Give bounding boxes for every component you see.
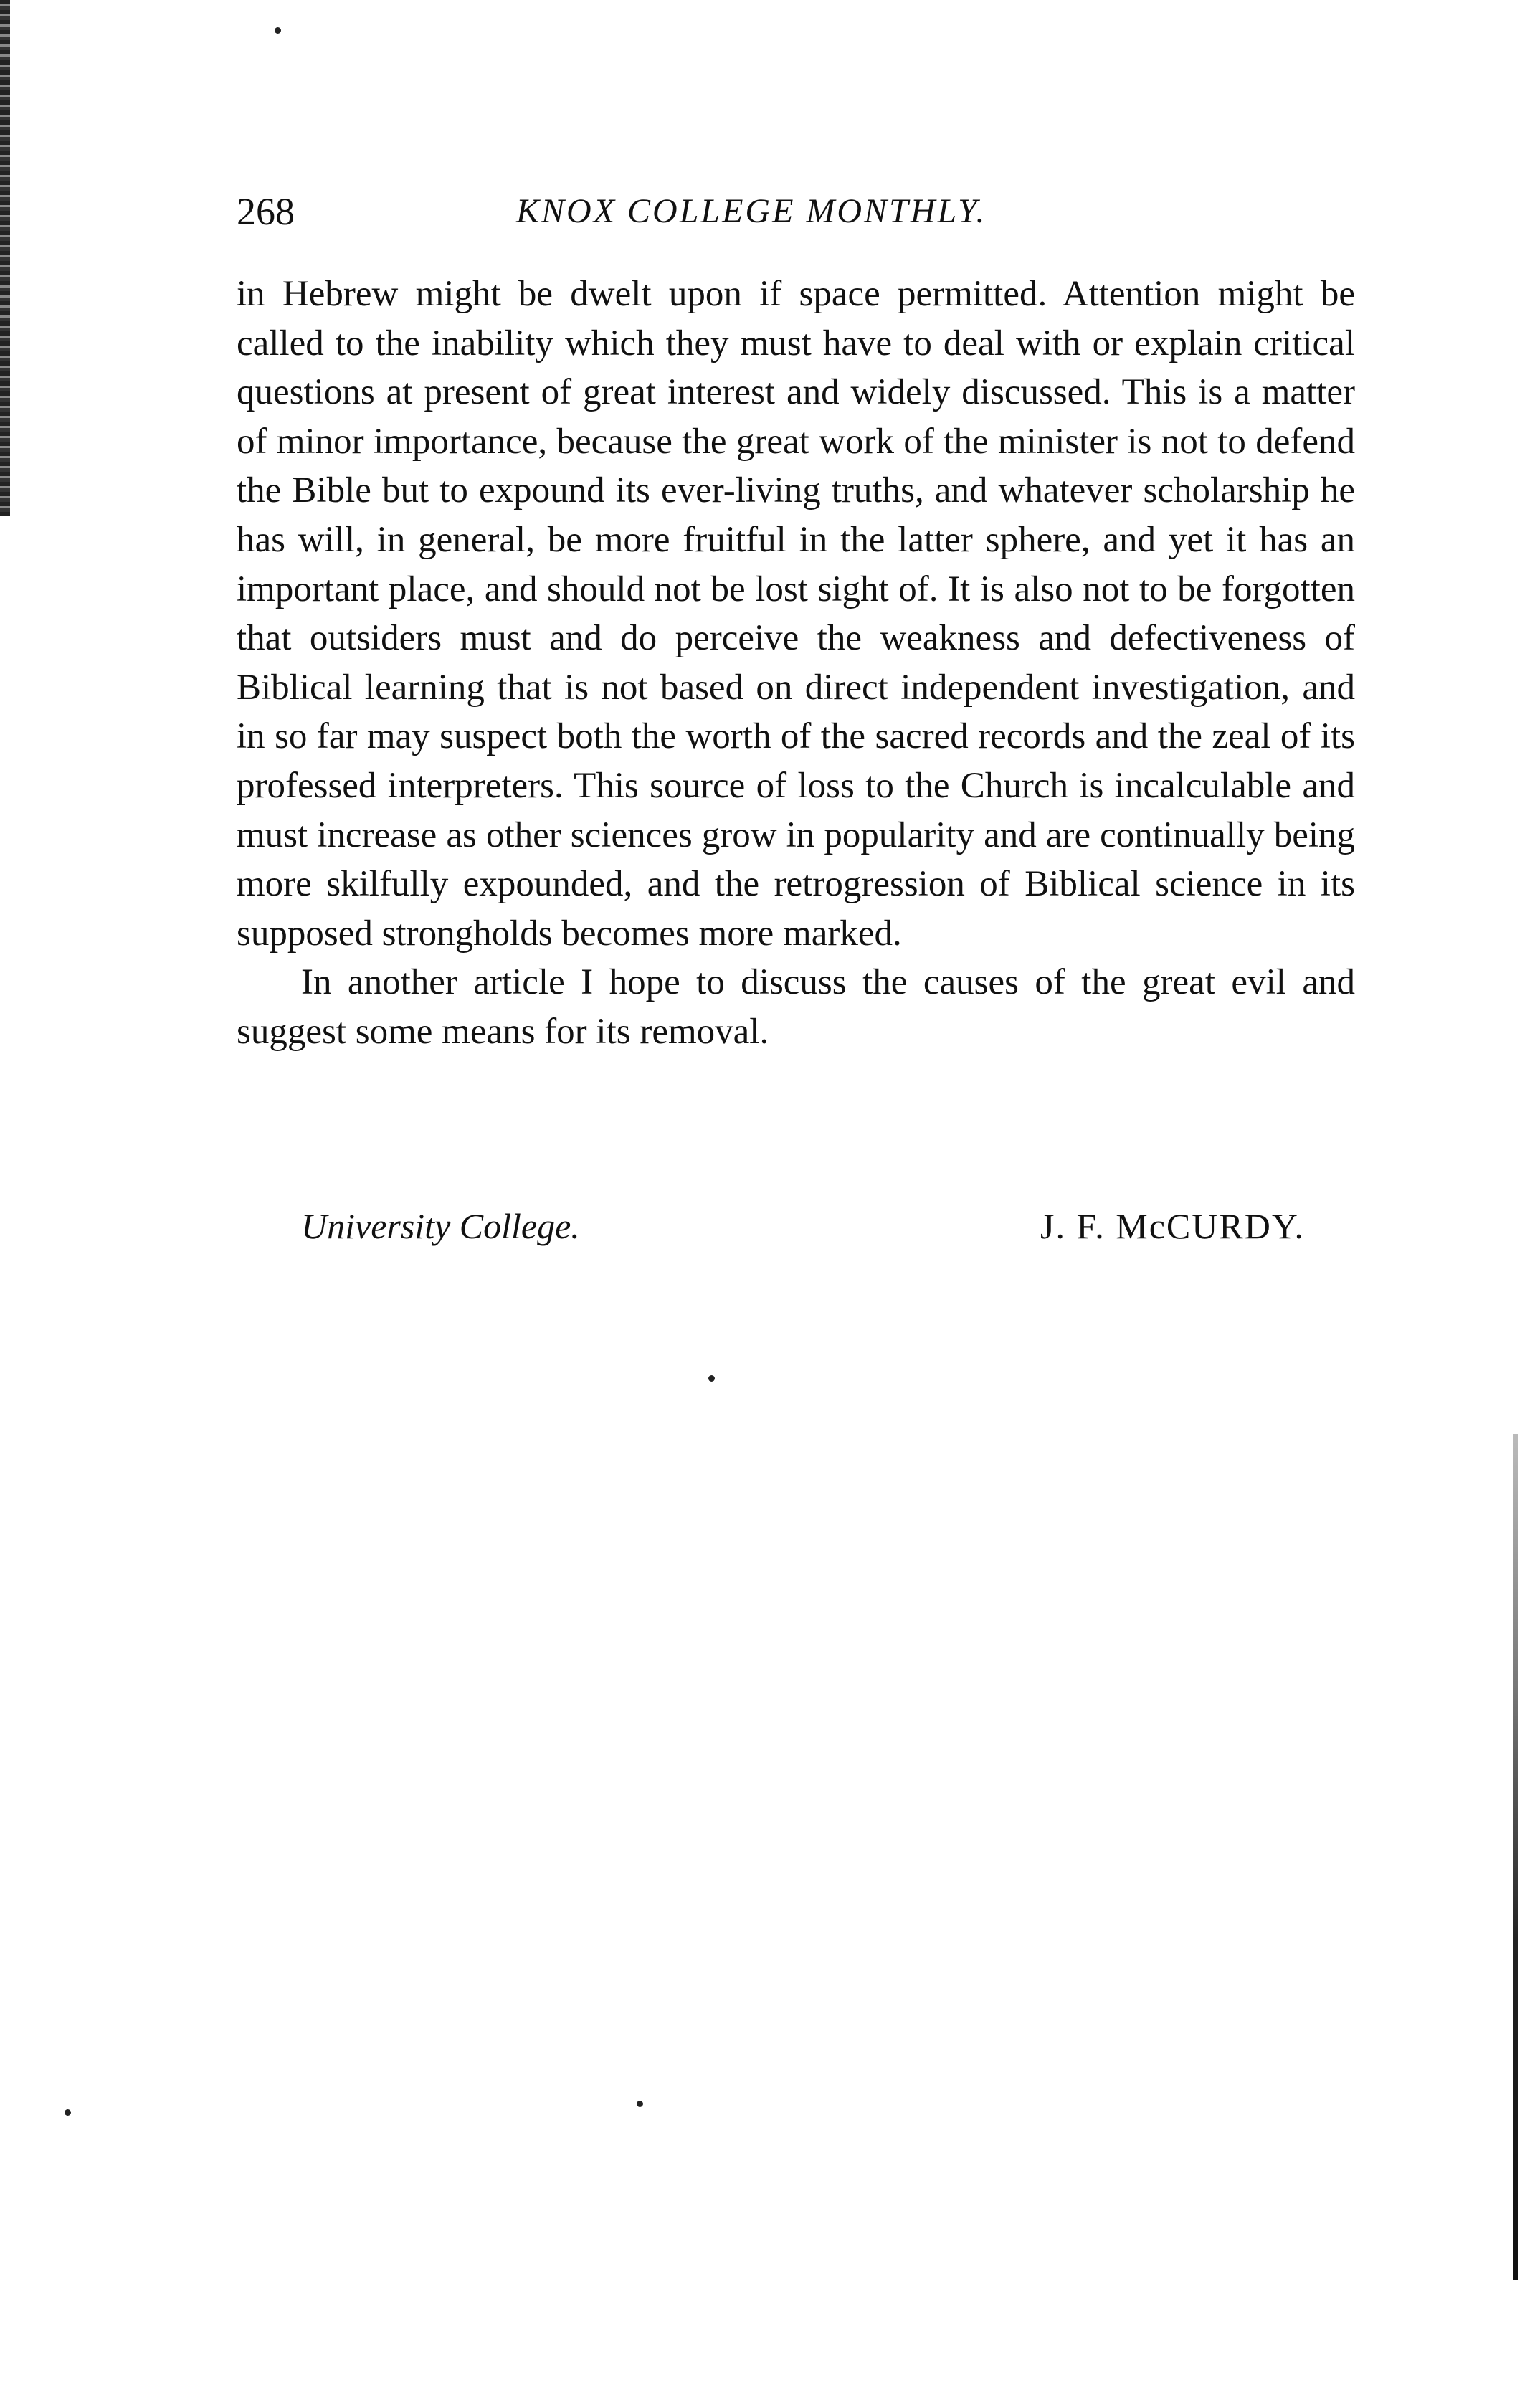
signature-place: University College. <box>301 1206 580 1246</box>
ink-speck <box>637 2101 643 2107</box>
scan-edge-artifact-right <box>1513 1434 1518 2280</box>
ink-speck <box>65 2109 71 2116</box>
article-body <box>237 270 1355 1057</box>
ink-speck <box>275 27 281 34</box>
scan-edge-artifact-left <box>0 0 10 516</box>
paragraph-continuation: in Hebrew might be dwelt upon if space permitted. Attention might be called to the inability which they must have to deal with or explain critical questions at present of great interest and widely discussed. This is a matter of minor importance, because the great work of the minister is not to defend the Bible but to expound its ever-living truths, and whatever scholarship he has will, in general, be more fruitful in the latter sphere, and yet it has an important place, and should not be lost sight of. It is also not to be forgotten that outsiders must and do perceive the weakness and defectiveness of Biblical learning that is not based on direct independent investigation, and in so far may suspect both the worth of the sacred records and the zeal of its professed interpreters. This source of loss to the Church is incalculable and must increase as other sciences grow in popularity and are continually being more skilfully expounded, and the retrogression of Biblical science in its supposed strongholds becomes more marked. <box>237 274 1355 954</box>
paragraph-closing: In another article I hope to discuss the causes of the great evil and suggest some means for its removal. <box>237 962 1355 1052</box>
signature-author: J. F. McCURDY. <box>1040 1206 1305 1246</box>
running-title: KNOX COLLEGE MONTHLY. <box>516 192 987 230</box>
ink-speck <box>708 1375 715 1382</box>
page-header <box>237 183 1355 240</box>
signature-line <box>301 1197 1334 1255</box>
page-number: 268 <box>237 190 295 233</box>
